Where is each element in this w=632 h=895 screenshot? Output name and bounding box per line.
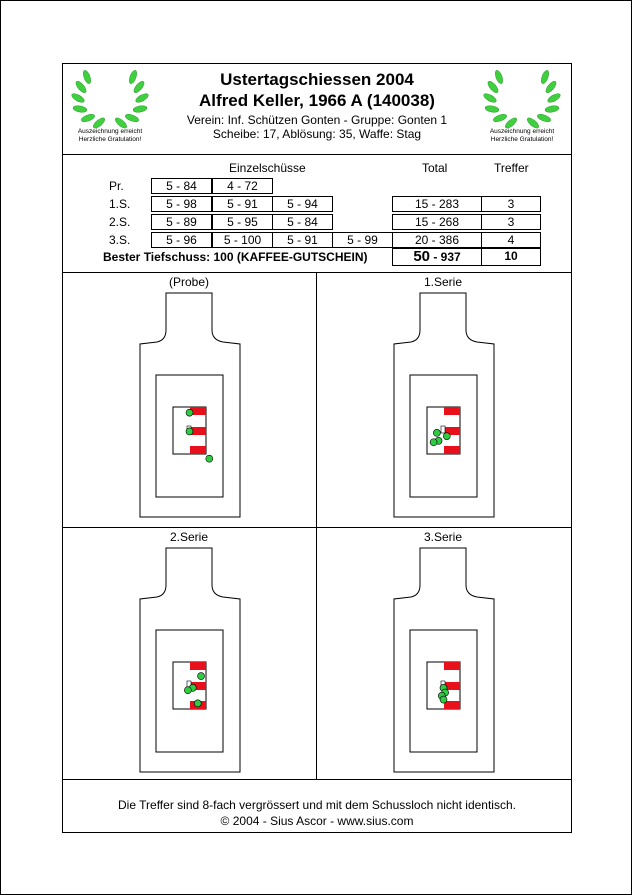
award-caption-2: Herzliche Gratulation! — [78, 136, 142, 143]
hit-marker — [186, 428, 193, 435]
col-header-treffer: Treffer — [494, 161, 529, 175]
total-cell: 15 - 283 — [392, 196, 482, 212]
treffer-cell: 3 — [481, 214, 541, 230]
event-title: Ustertagschiessen 2004 — [220, 70, 414, 89]
shot-cell: 4 - 72 — [212, 178, 273, 194]
zone-stripe — [444, 701, 460, 709]
divider — [63, 154, 571, 155]
shot-cell: 5 - 84 — [151, 178, 212, 194]
shot-cell: 5 - 94 — [272, 196, 333, 212]
hit-marker — [186, 409, 193, 416]
target-figure — [63, 272, 317, 527]
footer-note: Die Treffer sind 8-fach vergrössert und mit dem Schussloch nicht identisch. — [118, 798, 516, 812]
treffer-cell: 4 — [481, 232, 541, 248]
target-info-line: Scheibe: 17, Ablösung: 35, Waffe: Stag — [212, 127, 422, 141]
hit-marker — [198, 673, 205, 680]
target-silhouette — [140, 548, 240, 772]
club-line: Verein: Inf. Schützen Gonten - Gruppe: Gonten 1 — [186, 113, 448, 127]
hit-marker — [194, 700, 201, 707]
shot-cell: 5 - 98 — [151, 196, 212, 212]
treffer-cell: 3 — [481, 196, 541, 212]
target-title: 1.Serie — [423, 275, 463, 289]
zone-stripe — [444, 662, 460, 670]
target-silhouette — [394, 548, 494, 772]
shot-cell: 5 - 96 — [151, 232, 212, 248]
col-header-total: Total — [422, 161, 448, 175]
result-card — [62, 63, 572, 833]
footer-copyright: © 2004 - Sius Ascor - www.sius.com — [220, 814, 414, 828]
shot-cell: 5 - 100 — [212, 232, 273, 248]
shot-cell: 5 - 84 — [272, 214, 333, 230]
shot-cell: 5 - 91 — [212, 196, 273, 212]
sum-treffer-cell: 10 — [481, 248, 541, 266]
shot-cell: 5 - 99 — [332, 232, 393, 248]
award-caption-1: Auszeichnung erreicht — [489, 128, 555, 135]
target-silhouette — [394, 293, 494, 517]
zone-stripe — [444, 446, 460, 454]
hit-marker — [440, 696, 447, 703]
col-header-einzelschuesse: Einzelschüsse — [229, 161, 306, 175]
target-figure — [63, 527, 317, 782]
zone-stripe — [190, 662, 206, 670]
shot-cell: 5 - 91 — [272, 232, 333, 248]
row-label: 3.S. — [109, 233, 131, 247]
hit-marker — [433, 429, 440, 436]
target-title: 3.Serie — [423, 530, 463, 544]
row-label: Pr. — [109, 179, 124, 193]
target-silhouette — [140, 293, 240, 517]
sum-total-cell — [392, 248, 482, 266]
award-caption-2: Herzliche Gratulation! — [490, 136, 554, 143]
hit-marker — [443, 433, 450, 440]
row-label: 2.S. — [109, 215, 131, 229]
zone-stripe — [190, 446, 206, 454]
zone-stripe — [444, 407, 460, 415]
shot-cell: 5 - 95 — [212, 214, 273, 230]
hit-marker — [184, 687, 191, 694]
target-figure — [317, 527, 571, 782]
zone-marker — [441, 426, 445, 433]
shooter-name: Alfred Keller, 1966 A (140038) — [199, 91, 435, 110]
shot-cell: 5 - 89 — [151, 214, 212, 230]
sum-total-big: 50 — [413, 248, 430, 265]
best-shot-label: Bester Tiefschuss: 100 (KAFFEE-GUTSCHEIN) — [103, 250, 368, 264]
row-label: 1.S. — [109, 197, 131, 211]
target-title: 2.Serie — [169, 530, 209, 544]
total-cell: 15 - 268 — [392, 214, 482, 230]
hit-marker — [206, 455, 213, 462]
total-cell: 20 - 386 — [392, 232, 482, 248]
award-caption-1: Auszeichnung erreicht — [77, 128, 143, 135]
target-figure — [317, 272, 571, 527]
target-title: (Probe) — [168, 275, 209, 289]
sum-total-rest: - 937 — [430, 250, 461, 264]
hit-marker — [430, 439, 437, 446]
